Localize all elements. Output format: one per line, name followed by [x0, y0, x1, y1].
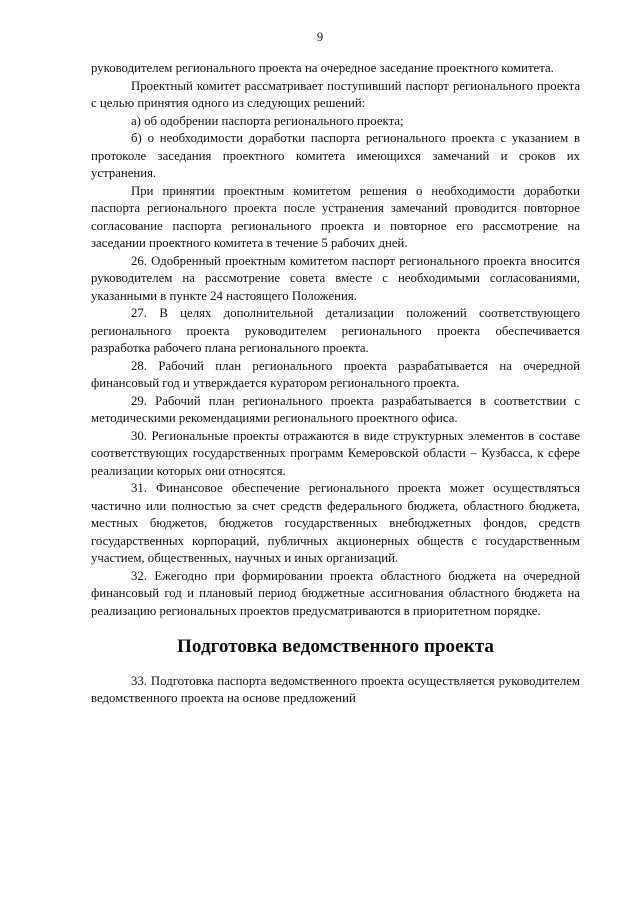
- list-item-a: а) об одобрении паспорта регионального проекта;: [131, 113, 404, 128]
- paragraph: руководителем регионального проекта на очередное заседание проектного комитета.: [91, 61, 554, 75]
- paragraph-33: 33. Подготовка паспорта ведомственного проекта осуществляется руководителем ведомственного проекта на основе предложений: [91, 673, 580, 705]
- paragraph: Проектный комитет рассматривает поступивший паспорт регионального проекта с целью принятия одного из следующих решений:: [91, 78, 580, 110]
- page-number: 9: [316, 30, 324, 44]
- paragraph-26: 26. Одобренный проектным комитетом паспорт регионального проекта вносится руководителем на рассмотрение совета вместе с необходимыми согласованиями, указанными в пункте 24 настоящего Положения.: [91, 253, 580, 303]
- paragraph-27: 27. В целях дополнительной детализации положений соответствующего регионального проекта руководителем регионального проекта обеспечивается разработка рабочего плана регионального проекта.: [91, 306, 580, 355]
- section-heading: Подготовка ведомственного проекта: [177, 635, 494, 657]
- list-item-b: б) о необходимости доработки паспорта регионального проекта с указанием в протоколе заседания проектного комитета имеющихся замечаний и сроков их устранения.: [91, 131, 580, 180]
- paragraph-31: 31. Финансовое обеспечение регионального проекта может осуществляться частично или полностью за счет средств федерального бюджета, областного бюджета, местных бюджетов, бюджетов государственных внебюджетных фондов, средств государственных корпораций, публичных акционерных обществ с государственным участием, общественных, научных и иных организаций.: [91, 481, 580, 565]
- paragraph-28: 28. Рабочий план регионального проекта разрабатывается на очередной финансовый год и утверждается куратором регионального проекта.: [91, 358, 580, 390]
- paragraph-29: 29. Рабочий план регионального проекта разрабатывается в соответствии с методическими рекомендациями регионального проектного офиса.: [91, 393, 580, 425]
- document-body: [91, 60, 580, 708]
- paragraph-32: 32. Ежегодно при формировании проекта областного бюджета на очередной финансовый год и плановый период бюджетные ассигнования областного бюджета на реализацию региональных проектов предусматриваются в приоритетном порядке.: [91, 568, 580, 618]
- paragraph-30: 30. Региональные проекты отражаются в виде структурных элементов в составе соответствующих государственных программ Кемеровской области – Кузбасса, к сфере реализации которых они относятся.: [91, 428, 580, 478]
- paragraph: При принятии проектным комитетом решения о необходимости доработки паспорта регионального проекта после устранения замечаний проводится повторное согласование паспорта регионального проекта и повторное его рассмотрение на заседании проектного комитета в течение 5 рабочих дней.: [91, 183, 580, 250]
